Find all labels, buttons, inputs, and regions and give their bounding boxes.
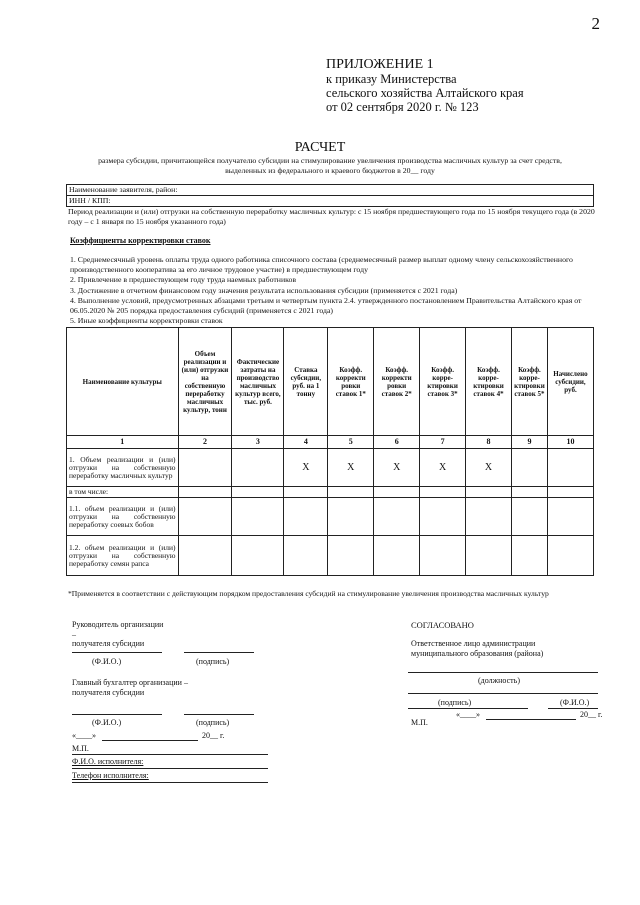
table-cell[interactable] xyxy=(284,498,328,536)
table-cell[interactable] xyxy=(511,536,547,576)
x-mark: X xyxy=(284,449,328,487)
table-cell[interactable] xyxy=(284,487,328,498)
header-cell: Фактические затраты на производство масличных культур всего, тыс. руб. xyxy=(232,328,284,436)
accountant-sign-line[interactable] xyxy=(184,714,254,715)
stamp-label: М.П. xyxy=(72,744,89,753)
calc-title: РАСЧЕТ xyxy=(294,140,346,155)
table-cell[interactable] xyxy=(466,487,512,498)
table-cell[interactable] xyxy=(178,536,232,576)
date-open: «____» xyxy=(72,731,96,740)
row-label: в том числе: xyxy=(67,487,179,498)
coefficient-item: 2. Привлечение в предшествующем году труда наемных работников xyxy=(70,275,297,284)
coefficient-item: 1. Среднемесячный уровень оплаты труда одного работника списочного состава (среднемесячный размер выплат одному члену сельскохозяйственного производственного кооператива за его личное трудовое участие) в предшествующем году xyxy=(70,255,573,274)
accountant-label-2: получателя субсидии xyxy=(72,688,145,697)
coefficient-item: 5. Иные коэффициенты корректировки ставок xyxy=(70,316,223,325)
calculation-table xyxy=(66,327,594,576)
date-line[interactable] xyxy=(102,740,198,741)
inn-field: ИНН / КПП: xyxy=(69,196,111,205)
table-cell[interactable] xyxy=(178,498,232,536)
calc-subtitle xyxy=(60,156,600,176)
table-cell[interactable] xyxy=(178,449,232,487)
table-cell[interactable] xyxy=(328,498,374,536)
fio-caption: (Ф.И.О.) xyxy=(92,657,122,666)
table-cell[interactable] xyxy=(511,498,547,536)
table-cell[interactable] xyxy=(232,498,284,536)
column-number: 2 xyxy=(178,436,232,449)
coefficient-item: 4. Выполнение условий, предусмотренных абзацами третьим и четвертым пункта 2.4. утвержденного постановлением Правительства Алтайского края от 06.05.2020 № 205 порядка предоставления субсидий (применяется с 2021 года) xyxy=(70,296,582,315)
table-cell[interactable] xyxy=(547,449,593,487)
manager-label-2: получателя субсидии xyxy=(72,639,145,648)
header-cell: Коэфф. корре-ктировки ставок 4* xyxy=(466,328,512,436)
sign-caption: (подпись) xyxy=(196,657,230,666)
accountant-label: Главный бухгалтер организации – xyxy=(72,678,188,687)
appendix-line: к приказу Министерства xyxy=(326,72,457,86)
table-cell[interactable] xyxy=(284,536,328,576)
column-number: 10 xyxy=(547,436,593,449)
appendix-line: от 02 сентября 2020 г. № 123 xyxy=(326,100,479,114)
page-number: 2 xyxy=(591,14,600,33)
table-cell[interactable] xyxy=(328,487,374,498)
table-cell[interactable] xyxy=(420,487,466,498)
stamp-label: М.П. xyxy=(411,718,428,727)
executor-label: Ф.И.О. исполнителя: xyxy=(72,757,144,766)
x-mark: X xyxy=(466,449,512,487)
fio-caption: (Ф.И.О.) xyxy=(92,718,122,727)
table-cell[interactable] xyxy=(374,536,420,576)
official-fio-line[interactable] xyxy=(548,708,598,709)
calc-subtitle-line: размера субсидии, причитающейся получателю субсидии на стимулирование увеличения производства масличных культур за счет средств, xyxy=(98,156,562,165)
accountant-fio-line[interactable] xyxy=(72,714,162,715)
header-cell: Наименование культуры xyxy=(67,328,179,436)
appendix-title: ПРИЛОЖЕНИЕ 1 xyxy=(326,57,434,72)
column-number-row xyxy=(67,436,594,449)
manager-dash: – xyxy=(72,630,76,639)
table-cell[interactable] xyxy=(374,487,420,498)
table-cell[interactable] xyxy=(178,487,232,498)
divider-line xyxy=(72,754,268,755)
table-cell[interactable] xyxy=(547,536,593,576)
table-cell[interactable] xyxy=(547,498,593,536)
applicant-box xyxy=(66,184,594,207)
table-cell[interactable] xyxy=(328,536,374,576)
coefficients-list xyxy=(70,255,610,327)
x-mark: X xyxy=(374,449,420,487)
period-text: Период реализации и (или) отгрузки на собственную переработку масличных культур: с 15 ноября предшествующего года по 15 ноября текущего года (в 2020 году – с 1 января по 15 ноября указанного года) xyxy=(68,207,595,226)
executor-line[interactable] xyxy=(72,768,268,769)
table-cell[interactable] xyxy=(511,449,547,487)
column-number: 8 xyxy=(466,436,512,449)
table-cell[interactable] xyxy=(232,536,284,576)
x-mark: X xyxy=(420,449,466,487)
position-line[interactable] xyxy=(408,672,598,673)
column-number: 6 xyxy=(374,436,420,449)
calc-subtitle-line: выделенных из федерального и краевого бюджетов в 20__ году xyxy=(225,166,435,175)
header-cell: Начислено субсидии, руб. xyxy=(547,328,593,436)
x-mark: X xyxy=(328,449,374,487)
column-number: 7 xyxy=(420,436,466,449)
table-row xyxy=(67,487,594,498)
position-caption: (должность) xyxy=(478,676,520,685)
date-year: 20__ г. xyxy=(580,710,603,719)
table-cell[interactable] xyxy=(232,449,284,487)
appendix-block xyxy=(326,58,524,114)
header-cell: Коэфф. корре-ктировки ставок 5* xyxy=(511,328,547,436)
header-cell: Объем реализации и (или) отгрузки на собственную переработку масличных культур, тонн xyxy=(178,328,232,436)
table-row xyxy=(67,449,594,487)
date-open: «____» xyxy=(456,710,480,719)
footnote: *Применяется в соответствии с действующим порядком предоставления субсидий на стимулирование увеличения производства масличных культур xyxy=(68,589,549,598)
table-cell[interactable] xyxy=(511,487,547,498)
phone-label: Телефон исполнителя: xyxy=(72,771,149,780)
fio-caption: (Ф.И.О.) xyxy=(560,698,590,707)
appendix-line: сельского хозяйства Алтайского края xyxy=(326,86,524,100)
responsible-label: Ответственное лицо администрации xyxy=(411,639,536,648)
column-number: 3 xyxy=(232,436,284,449)
table-cell[interactable] xyxy=(547,487,593,498)
divider-line xyxy=(408,693,598,694)
table-cell[interactable] xyxy=(466,498,512,536)
date-line[interactable] xyxy=(486,719,576,720)
row-label: 1.2. объем реализации и (или) отгрузки на собственную переработку семян рапса xyxy=(67,536,179,576)
sign-caption: (подпись) xyxy=(196,718,230,727)
table-row xyxy=(67,498,594,536)
column-number: 4 xyxy=(284,436,328,449)
header-cell: Коэфф. корре-ктировки ставок 3* xyxy=(420,328,466,436)
header-cell: Коэфф. корректи ровки ставок 1* xyxy=(328,328,374,436)
column-number: 1 xyxy=(67,436,179,449)
row-label: 1. Объем реализации и (или) отгрузки на собственную переработку масличных культур xyxy=(67,449,179,487)
phone-line[interactable] xyxy=(72,782,268,783)
header-cell: Ставка субсидии, руб. на 1 тонну xyxy=(284,328,328,436)
table-cell[interactable] xyxy=(420,536,466,576)
date-year: 20__ г. xyxy=(202,731,225,740)
table-cell[interactable] xyxy=(420,498,466,536)
official-sign-line[interactable] xyxy=(408,708,528,709)
table-header-row xyxy=(67,328,594,436)
table-cell[interactable] xyxy=(466,536,512,576)
column-number: 9 xyxy=(511,436,547,449)
manager-sign-line[interactable] xyxy=(184,652,254,653)
table-row xyxy=(67,536,594,576)
applicant-field: Наименование заявителя, район: xyxy=(67,185,593,196)
manager-label: Руководитель организации xyxy=(72,620,164,629)
coefficient-item: 3. Достижение в отчетном финансовом году значения результата использования субсидии (применяется с 2021 года) xyxy=(70,285,458,295)
manager-fio-line[interactable] xyxy=(72,652,162,653)
table-cell[interactable] xyxy=(232,487,284,498)
agreed-label: СОГЛАСОВАНО xyxy=(411,620,474,630)
column-number: 5 xyxy=(328,436,374,449)
table-cell[interactable] xyxy=(374,498,420,536)
header-cell: Коэфф. корректи ровки ставок 2* xyxy=(374,328,420,436)
responsible-label-2: муниципального образования (района) xyxy=(411,649,544,658)
coefficients-heading: Коэффициенты корректировки ставок xyxy=(70,236,211,245)
row-label: 1.1. объем реализации и (или) отгрузки на собственную переработку соевых бобов xyxy=(67,498,179,536)
sign-caption: (подпись) xyxy=(438,698,472,707)
